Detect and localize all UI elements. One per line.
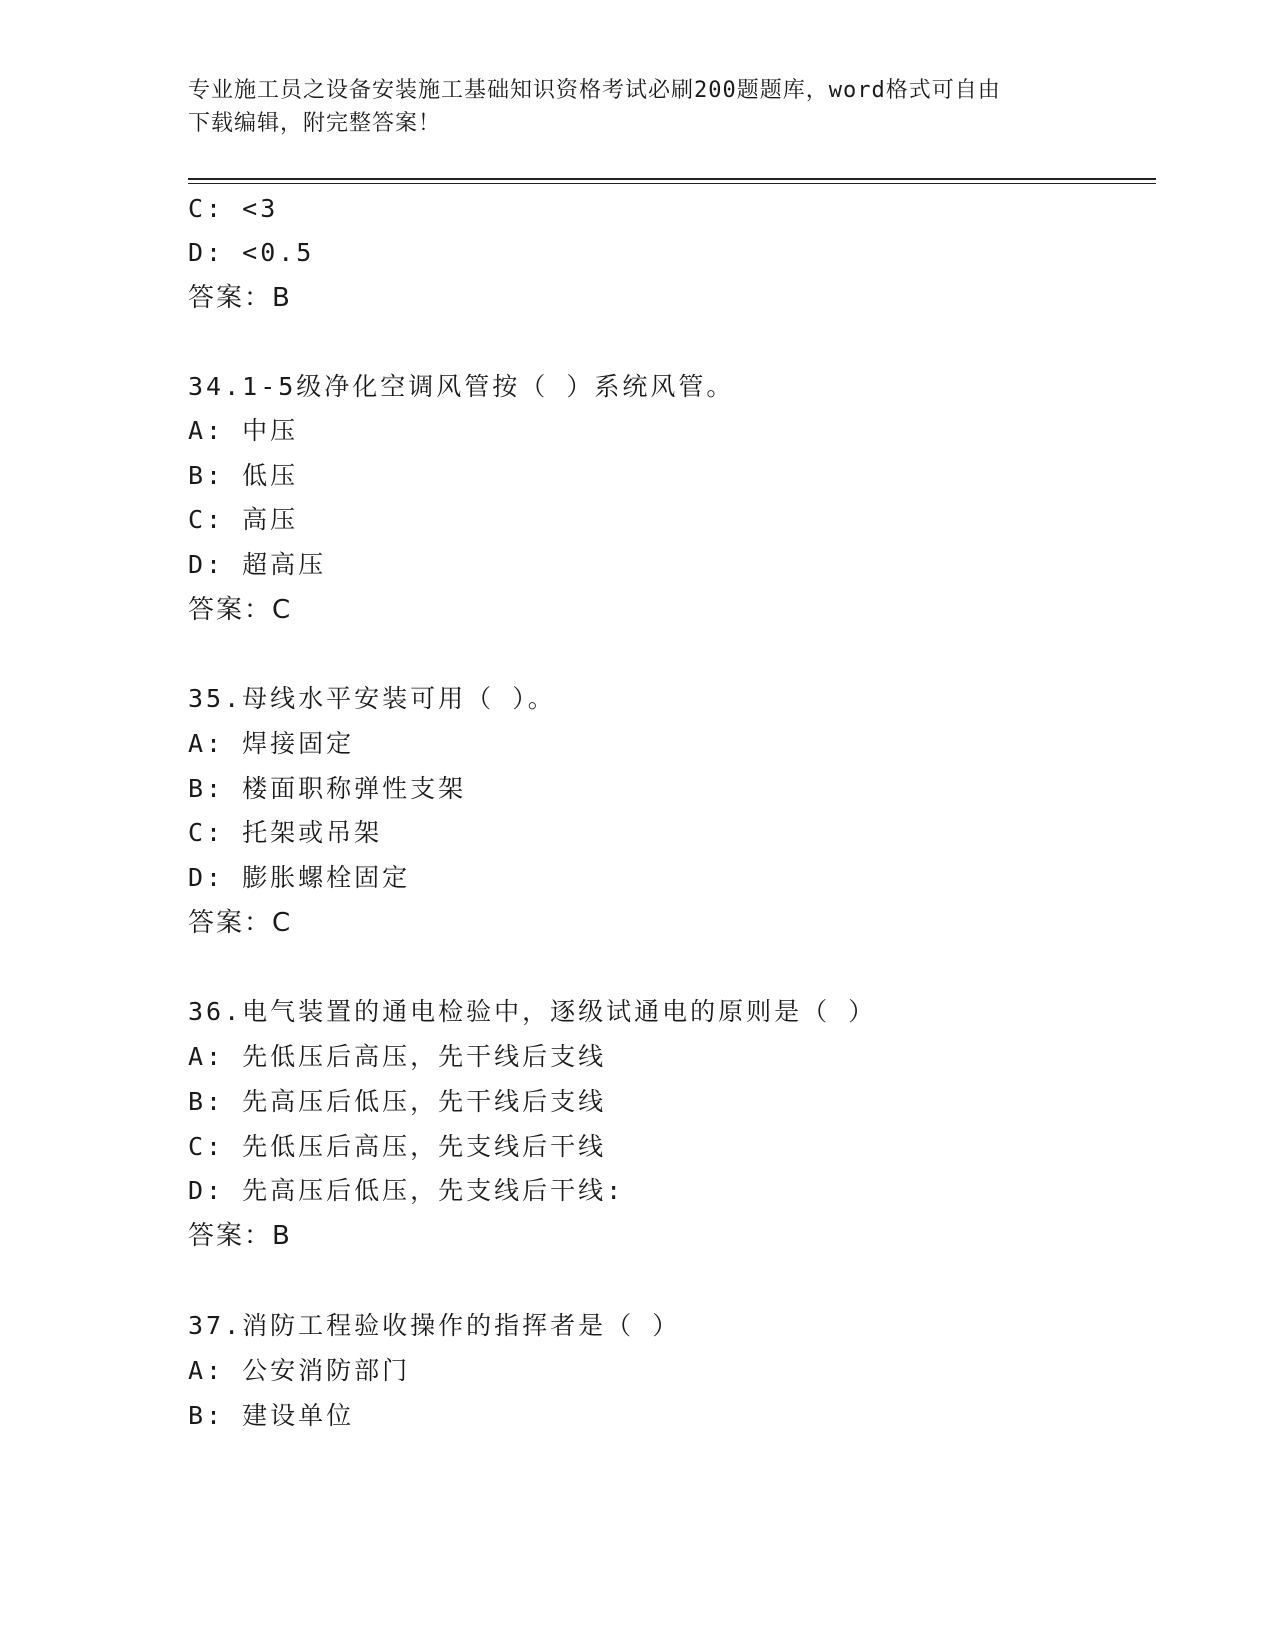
header-divider-thick bbox=[188, 178, 1156, 180]
q36-stem: 36.电气装置的通电检验中，逐级试通电的原则是（ ） bbox=[188, 997, 877, 1026]
q36-option-d: D: 先高压后低压，先支线后干线: bbox=[188, 1176, 625, 1205]
q33-option-d: D: <0.5 bbox=[188, 238, 315, 267]
q35-stem: 35.母线水平安装可用（ ）。 bbox=[188, 684, 556, 713]
q37-option-a: A: 公安消防部门 bbox=[188, 1356, 411, 1385]
q35-answer: 答案：C bbox=[188, 908, 293, 938]
document-header bbox=[188, 74, 1088, 140]
q35-option-a: A: 焊接固定 bbox=[188, 729, 355, 758]
q34-option-a: A: 中压 bbox=[188, 416, 299, 445]
header-title-line-1: 专业施工员之设备安装施工基础知识资格考试必刷200题题库，word格式可自由 bbox=[188, 78, 1001, 103]
q36-option-c: C: 先低压后高压，先支线后干线 bbox=[188, 1132, 607, 1161]
q36-answer: 答案：B bbox=[188, 1221, 292, 1251]
q34-option-d: D: 超高压 bbox=[188, 550, 327, 579]
q33-answer: 答案：B bbox=[188, 283, 292, 313]
q34-option-c: C: 高压 bbox=[188, 505, 299, 534]
q34-stem: 34.1-5级净化空调风管按（ ）系统风管。 bbox=[188, 372, 735, 401]
q34-option-b: B: 低压 bbox=[188, 461, 299, 490]
q34-answer: 答案：C bbox=[188, 595, 293, 625]
q33-option-c: C: <3 bbox=[188, 194, 279, 223]
header-title-line-2: 下载编辑，附完整答案！ bbox=[188, 111, 442, 136]
q35-option-d: D: 膨胀螺栓固定 bbox=[188, 863, 411, 892]
q36-option-b: B: 先高压后低压，先干线后支线 bbox=[188, 1087, 607, 1116]
q37-option-b: B: 建设单位 bbox=[188, 1401, 355, 1430]
header-divider-thin bbox=[188, 183, 1156, 184]
q35-option-c: C: 托架或吊架 bbox=[188, 818, 383, 847]
q37-stem: 37.消防工程验收操作的指挥者是（ ） bbox=[188, 1311, 681, 1340]
q36-option-a: A: 先低压后高压，先干线后支线 bbox=[188, 1042, 607, 1071]
q35-option-b: B: 楼面职称弹性支架 bbox=[188, 774, 467, 803]
